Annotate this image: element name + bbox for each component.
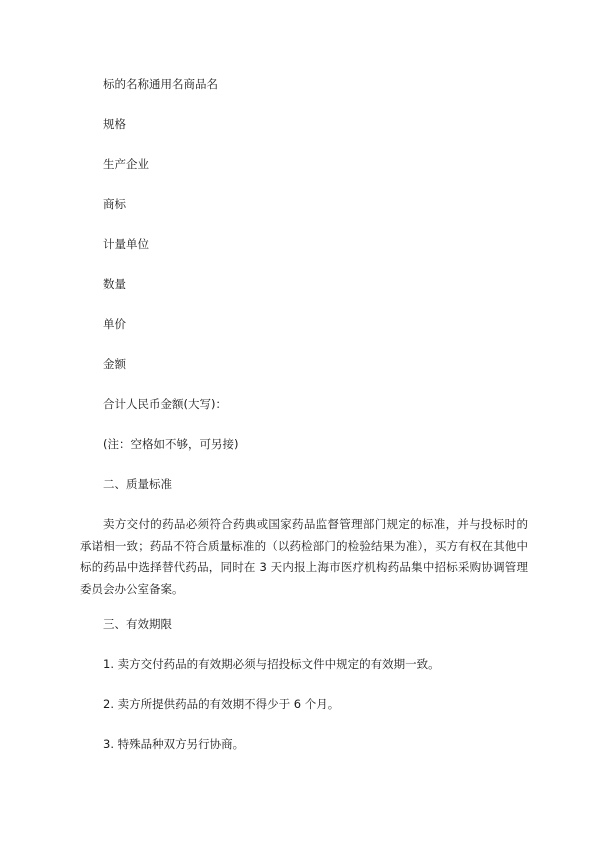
field-unit-price: 单价 xyxy=(103,317,126,331)
field-unit: 计量单位 xyxy=(103,237,149,251)
field-quantity: 数量 xyxy=(103,277,126,291)
field-total-in-words: 合计人民币金额(大写)： xyxy=(103,397,227,411)
note: (注：空格如不够，可另接) xyxy=(103,437,239,451)
section-heading-quality: 二、质量标准 xyxy=(103,477,172,491)
validity-item: 1. 卖方交付药品的有效期必须与招投标文件中规定的有效期一致。 xyxy=(103,657,440,671)
validity-item: 2. 卖方所提供药品的有效期不得少于 6 个月。 xyxy=(103,697,340,711)
validity-item: 3. 特殊品种双方另行协商。 xyxy=(103,737,245,751)
field-manufacturer: 生产企业 xyxy=(103,157,149,171)
field-specification: 规格 xyxy=(103,117,126,131)
field-amount: 金额 xyxy=(103,357,126,371)
field-trademark: 商标 xyxy=(103,197,126,211)
field-item-name: 标的名称通用名商品名 xyxy=(103,77,218,91)
section-heading-validity: 三、有效期限 xyxy=(103,617,172,631)
section-body-quality: 卖方交付的药品必须符合药典或国家药品监督管理部门规定的标准，并与投标时的承诺相一致；药品不符合质量标准的（以药检部门的检验结果为准），买方有权在其他中标的药品中选择替代药品，同时在 3 天内报上海市医疗机构药品集中招标采购协调管理委员会办公室备案。 xyxy=(80,517,528,596)
